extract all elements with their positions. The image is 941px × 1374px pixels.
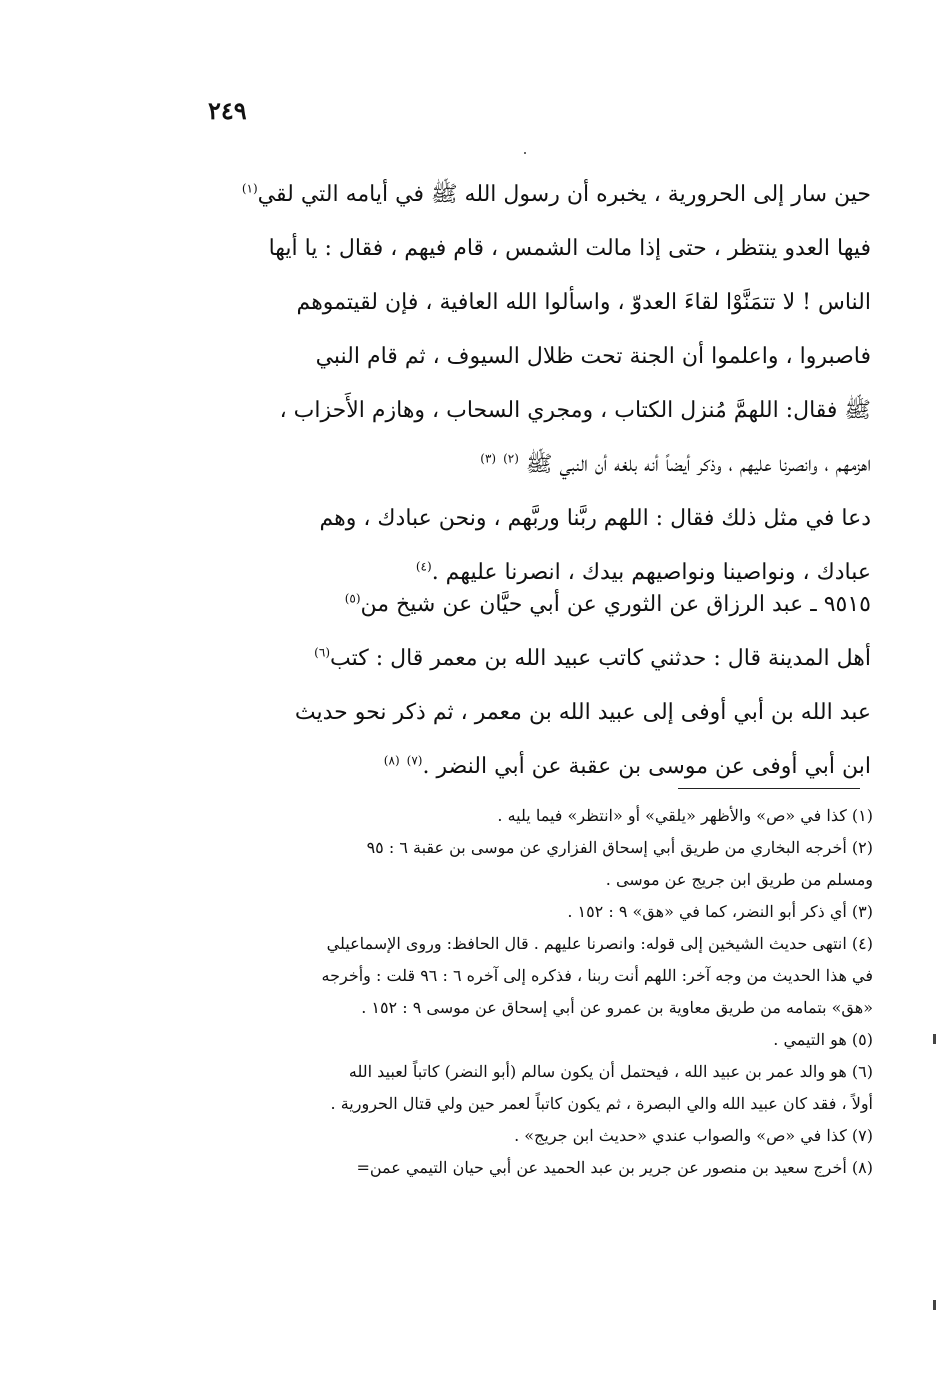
- margin-mark: [933, 1034, 936, 1044]
- text-line: حين سار إلى الحرورية ، يخبره أن رسول الله ﷺ في أيامه التي لقي$^{(١)}$: [241, 181, 871, 207]
- text-line: عبد الله بن أبي أوفى إلى عبيد الله بن معمر ، ثم ذكر نحو حديث: [294, 700, 871, 725]
- text-line: عبادك ، ونواصينا ونواصيهم بيدك ، انصرنا عليهم .$^{(٤)}$: [415, 559, 871, 585]
- text-line: ٩٥١٥ ـ عبد الرزاق عن الثوري عن أبي حيَّان عن شيخ من$^{(٥)}$: [344, 591, 871, 617]
- footnote: (٦) هو والد عمر بن عبيد الله ، فيحتمل أن يكون سالم (أبو النضر) كاتباً لعبيد الله: [348, 1062, 873, 1081]
- text-line: اهزمهم ، وانصرنا عليهم ، وذكر أيضاً أنه بلغه أن النبي ﷺ $^{(٢)}$ $^{(٣)}$: [480, 451, 871, 477]
- margin-mark: [933, 1300, 936, 1310]
- paragraph-1: [205, 168, 871, 600]
- text-line: الناس ! لا تتمَنَّوْا لقاءَ العدوّ ، واسألوا الله العافية ، فإن لقيتموهم: [296, 290, 871, 315]
- footnote: (٧) كذا في «ص» والصواب عندي «حديث ابن جريج» .: [514, 1126, 873, 1145]
- footnote-ref: (٧): [406, 753, 423, 768]
- footnote-ref: (٨): [383, 753, 400, 768]
- text-line: فاصبروا ، واعلموا أن الجنة تحت ظلال السيوف ، ثم قام النبي: [315, 344, 871, 369]
- footnote-continuation: «هق» بتمامه من طريق معاوية بن عمرو عن أبي إسحاق عن موسى ٩ : ١٥٢ .: [361, 998, 873, 1017]
- footnote-continuation: في هذا الحديث من وجه آخر: اللهم أنت ربنا ، فذكره إلى آخره ٦ : ٩٦ قلت : وأخرجه: [321, 966, 873, 985]
- footnote: (٢) أخرجه البخاري من طريق أبي إسحاق الفزاري عن موسى بن عقبة ٦ : ٩٥: [366, 838, 873, 857]
- footnote-continuation: أولاً ، فقد كان عبيد الله والي البصرة ، ثم يكون كاتباً لعمر حين ولي قتال الحرورية .: [330, 1094, 873, 1113]
- footnote-ref: (٥): [344, 591, 361, 606]
- footnote-ref: (١): [241, 181, 258, 196]
- footnote-ref: (٦): [314, 645, 330, 660]
- footnote: (١) كذا في «ص» والأظهر «يلقي» أو «انتظر» فيما يليه .: [497, 806, 873, 825]
- footnote: (٥) هو التيمي .: [773, 1030, 873, 1049]
- footnote-continuation: ومسلم من طريق ابن جريج عن موسى .: [605, 870, 873, 889]
- text-line: ابن أبي أوفى عن موسى بن عقبة عن أبي النضر .$^{(٧)}$ $^{(٨)}$: [383, 753, 871, 779]
- paragraph-2: [205, 578, 871, 794]
- footnote-ref: (٣): [480, 451, 497, 466]
- footnote: (٤) انتهى حديث الشيخين إلى قوله: وانصرنا عليهم . قال الحافظ: وروى الإسماعيلي: [326, 934, 873, 953]
- text-line: ﷺ فقال: اللهمَّ مُنزل الكتاب ، ومجري السحاب ، وهازم الأَحزاب ،: [279, 398, 871, 423]
- footnote: (٣) أي ذكر أبو النضر، كما في «هق» ٩ : ١٥٢ .: [567, 902, 873, 921]
- page-number: ٢٤٩: [208, 96, 247, 125]
- footnote-ref: (٢): [503, 451, 519, 466]
- footnote-divider: [678, 788, 860, 789]
- text-line: دعا في مثل ذلك فقال : اللهم ربَّنا وربَّهم ، ونحن عبادك ، وهم: [319, 506, 871, 531]
- footnotes: [198, 800, 873, 1184]
- text-line: أهل المدينة قال : حدثني كاتب عبيد الله بن معمر قال : كتب$^{(٦)}$: [314, 645, 871, 671]
- text-line: فيها العدو ينتظر ، حتى إذا مالت الشمس ، قام فيهم ، فقال : يا أيها: [268, 236, 871, 261]
- footnote: (٨) أخرج سعيد بن منصور عن جرير بن عبد الحميد عن أبي حيان التيمي عمن=: [356, 1158, 873, 1177]
- footnote-ref: (٤): [415, 559, 432, 574]
- speck-mark: [524, 152, 526, 154]
